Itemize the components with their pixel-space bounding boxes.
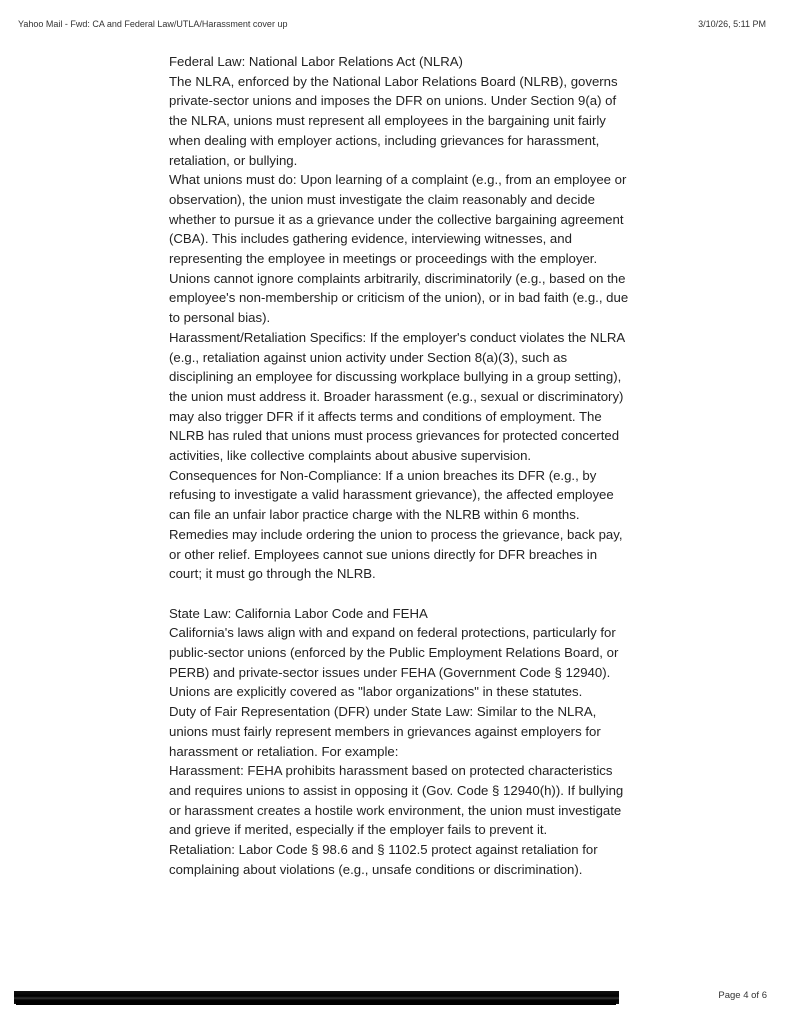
document-title: Yahoo Mail - Fwd: CA and Federal Law/UTLA/Harassment cover up	[18, 19, 288, 29]
paragraph-what-unions-must-do: What unions must do: Upon learning of a complaint (e.g., from an employee or observation), the union must investigate the claim reasonably and decide whether to pursue it as a grievance under the collective bargaining agreement (CBA). This includes gathering evidence, interviewing witnesses, and representing the employee in meetings or proceedings with the employer. Unions cannot ignore complaints arbitrarily, discriminatorily (e.g., based on the employee's non-membership or criticism of the union), or in bad faith (e.g., due to personal bias).	[169, 172, 629, 326]
paragraph-state-dfr: Duty of Fair Representation (DFR) under State Law: Similar to the NLRA, unions must fairly represent members in grievances against employers for harassment or retaliation. For example:	[169, 704, 601, 759]
paragraph-california-overview: California's laws align with and expand on federal protections, particularly for public-sector unions (enforced by the Public Employment Relations Board, or PERB) and private-sector issues under FEHA (Government Code § 12940). Unions are explicitly covered as "labor organizations" in these statutes.	[169, 625, 619, 700]
heading-federal-law: Federal Law: National Labor Relations Act (NLRA)	[169, 54, 463, 69]
print-datetime: 3/10/26, 5:11 PM	[698, 19, 766, 29]
paragraph-harassment-specifics: Harassment/Retaliation Specifics: If the employer's conduct violates the NLRA (e.g., retaliation against union activity under Section 8(a)(3), such as disciplining an employee for discussing workplace bullying in a group setting), the union must address it. Broader harassment (e.g., sexual or discriminatory) may also trigger DFR if it affects terms and conditions of employment. The NLRB has ruled that unions must process grievances for protected concerted activities, like collective complaints about abusive supervision.	[169, 329, 625, 464]
email-body	[169, 52, 629, 880]
redaction-bar-shadow	[16, 1001, 616, 1005]
paragraph-gap	[169, 584, 629, 604]
paragraph-state-retaliation: Retaliation: Labor Code § 98.6 and § 1102.5 protect against retaliation for complaining about violations (e.g., unsafe conditions or discrimination).	[169, 842, 598, 877]
paragraph-nlra-overview: The NLRA, enforced by the National Labor Relations Board (NLRB), governs private-sector unions and imposes the DFR on unions. Under Section 9(a) of the NLRA, unions must represent all employees in the bargaining unit fairly when dealing with employer actions, including grievances for harassment, retaliation, or bullying.	[169, 73, 618, 168]
heading-state-law: State Law: California Labor Code and FEHA	[169, 605, 428, 621]
paragraph-state-harassment: Harassment: FEHA prohibits harassment based on protected characteristics and requires unions to assist in opposing it (Gov. Code § 12940(h)). If bullying or harassment creates a hostile work environment, the union must investigate and grieve if merited, especially if the employer fails to prevent it.	[169, 763, 624, 838]
paragraph-consequences: Consequences for Non-Compliance: If a union breaches its DFR (e.g., by refusing to investigate a valid harassment grievance), the affected employee can file an unfair labor practice charge with the NLRB within 6 months. Remedies may include ordering the union to process the grievance, back pay, or other relief. Employees cannot sue unions directly for DFR breaches in court; it must go through the NLRB.	[169, 467, 623, 582]
page-number: Page 4 of 6	[718, 990, 767, 1001]
